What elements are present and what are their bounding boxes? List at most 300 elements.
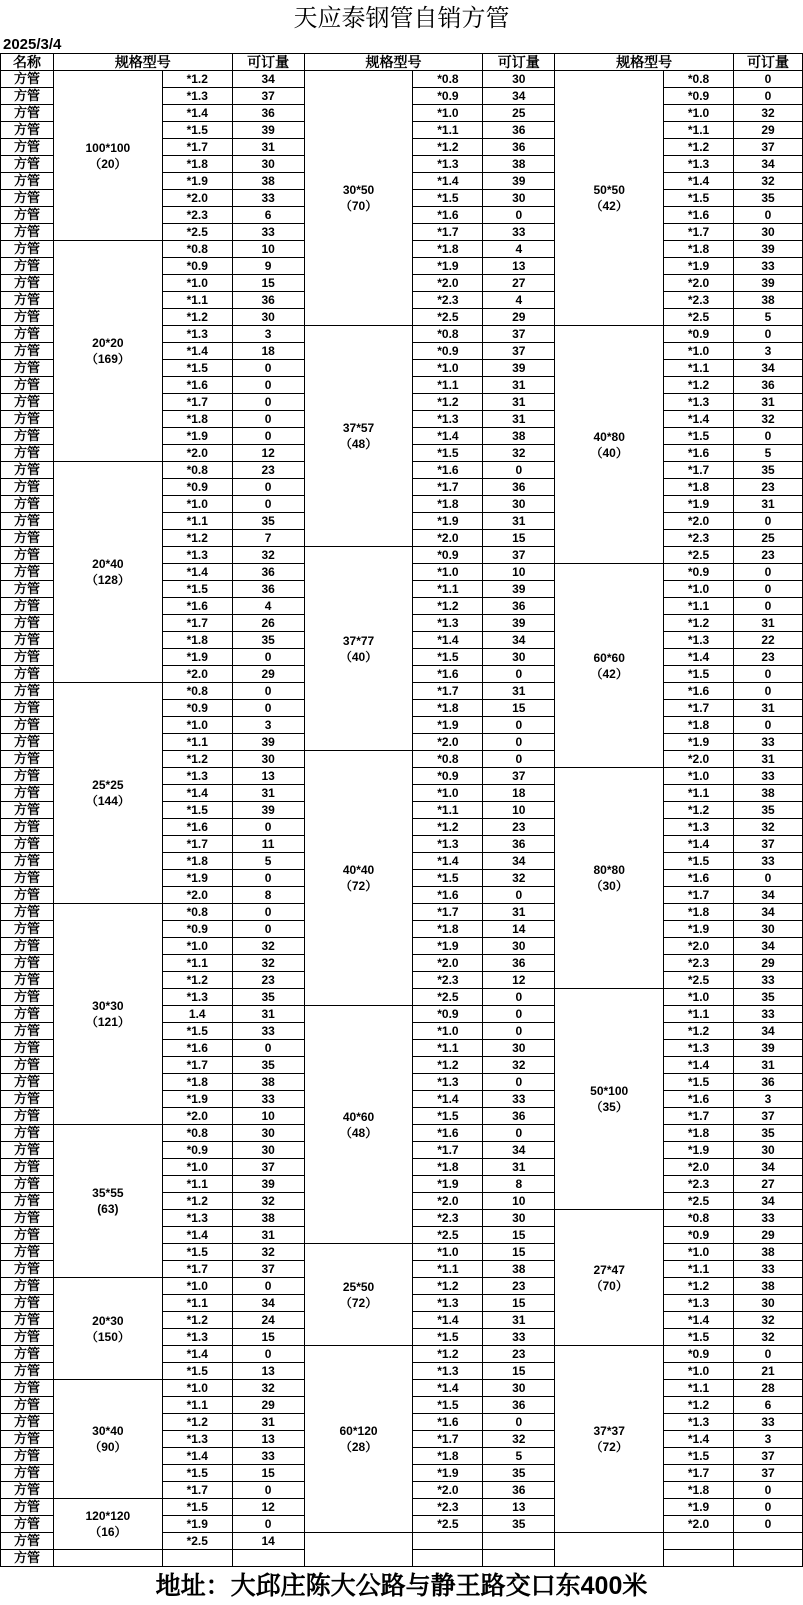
quantity-cell: 12 [232,445,304,462]
quantity-cell: 39 [734,1040,803,1057]
thickness-cell [413,1550,483,1567]
thickness-cell: *0.8 [413,751,483,768]
quantity-cell: 12 [232,1499,304,1516]
quantity-cell: 39 [734,241,803,258]
size-label: 30*30 [92,999,124,1013]
thickness-cell: *1.3 [162,989,232,1006]
thickness-cell: *1.7 [162,394,232,411]
quantity-cell: 35 [232,1057,304,1074]
quantity-cell: 0 [483,1074,555,1091]
thickness-cell: *1.4 [413,173,483,190]
thickness-cell: *2.3 [664,292,734,309]
thickness-cell: *1.5 [162,360,232,377]
thickness-cell: *1.6 [162,819,232,836]
thickness-cell: *1.2 [664,615,734,632]
size-label: 37*57 [342,421,375,435]
thickness-cell: *1.6 [413,666,483,683]
size-label: 40*60 [342,1109,375,1124]
thickness-cell: *1.9 [162,1516,232,1533]
quantity-cell: 37 [232,1159,304,1176]
size-total: （72） [590,1440,628,1454]
thickness-cell: *1.0 [664,768,734,785]
quantity-cell: 0 [734,207,803,224]
item-name: 方管 [1,1176,54,1193]
size-label: 20*20 [92,336,124,350]
thickness-cell: *1.2 [664,1397,734,1414]
thickness-cell: *0.9 [162,700,232,717]
thickness-cell: *1.1 [664,122,734,139]
size-cell [53,462,162,683]
thickness-cell: *1.5 [162,1499,232,1516]
item-name: 方管 [1,1278,54,1295]
thickness-cell: *1.4 [664,1312,734,1329]
quantity-cell: 0 [734,564,803,581]
thickness-cell: *1.6 [162,1040,232,1057]
quantity-cell: 32 [734,173,803,190]
quantity-cell: 34 [483,632,555,649]
header-spec: 规格型号 [555,54,734,71]
thickness-cell: *1.2 [664,377,734,394]
thickness-cell: *1.5 [664,1329,734,1346]
thickness-cell: *1.6 [413,207,483,224]
item-name: 方管 [1,751,54,768]
quantity-cell: 33 [232,190,304,207]
size-cell [53,683,162,904]
quantity-cell: 36 [483,836,555,853]
size-label: 20*40 [92,557,124,571]
thickness-cell: *1.1 [413,802,483,819]
item-name: 方管 [1,632,54,649]
quantity-cell: 30 [232,751,304,768]
item-name: 方管 [1,309,54,326]
quantity-cell: 30 [734,224,803,241]
thickness-cell: *1.6 [413,1414,483,1431]
item-name: 方管 [1,1295,54,1312]
thickness-cell: *1.3 [162,1210,232,1227]
quantity-cell: 31 [232,1414,304,1431]
thickness-cell: *1.4 [413,853,483,870]
quantity-cell: 32 [734,411,803,428]
quantity-cell: 38 [734,785,803,802]
quantity-cell: 38 [483,428,555,445]
quantity-cell: 34 [734,904,803,921]
thickness-cell: *0.8 [162,683,232,700]
quantity-cell: 18 [483,785,555,802]
quantity-cell: 10 [483,802,555,819]
quantity-cell: 5 [734,445,803,462]
thickness-cell: *1.4 [664,836,734,853]
quantity-cell: 33 [734,1414,803,1431]
item-name: 方管 [1,105,54,122]
quantity-cell: 33 [734,972,803,989]
quantity-cell: 30 [734,1142,803,1159]
thickness-cell: *1.3 [162,88,232,105]
item-name: 方管 [1,836,54,853]
quantity-cell: 26 [232,615,304,632]
size-total: （42） [590,666,628,681]
quantity-cell: 39 [232,802,304,819]
quantity-cell: 28 [734,1380,803,1397]
quantity-cell: 35 [483,1516,555,1533]
quantity-cell: 0 [232,496,304,513]
thickness-cell: *1.3 [162,768,232,785]
quantity-cell: 0 [232,904,304,921]
thickness-cell: *1.4 [413,632,483,649]
quantity-cell: 31 [232,1006,304,1023]
item-name: 方管 [1,1040,54,1057]
item-name: 方管 [1,938,54,955]
size-total: （70） [590,1278,628,1293]
quantity-cell: 14 [483,921,555,938]
quantity-cell: 35 [232,632,304,649]
item-name: 方管 [1,462,54,479]
quantity-cell: 13 [232,768,304,785]
item-name: 方管 [1,921,54,938]
thickness-cell: *0.9 [413,1006,483,1023]
thickness-cell: *0.9 [664,1346,734,1363]
quantity-cell: 36 [483,479,555,496]
quantity-cell: 30 [734,1295,803,1312]
size-label: 27*47 [593,1262,625,1277]
thickness-cell: *1.5 [664,1074,734,1091]
item-name: 方管 [1,955,54,972]
item-name: 方管 [1,768,54,785]
thickness-cell: *1.7 [664,887,734,904]
thickness-cell: *1.1 [413,1261,483,1278]
item-name: 方管 [1,870,54,887]
quantity-cell: 23 [734,547,803,564]
thickness-cell: 1.4 [162,1006,232,1023]
thickness-cell: *1.3 [162,326,232,343]
size-label: 40*80 [593,429,625,444]
thickness-cell: *1.7 [162,1057,232,1074]
thickness-cell: *1.0 [664,1363,734,1380]
size-label: 60*120 [339,1424,378,1438]
size-total: （48） [339,1125,378,1140]
quantity-cell: 23 [734,479,803,496]
quantity-cell: 32 [232,547,304,564]
item-name: 方管 [1,683,54,700]
item-name: 方管 [1,564,54,581]
thickness-cell: *1.0 [664,581,734,598]
quantity-cell: 35 [734,802,803,819]
thickness-cell: *0.9 [162,921,232,938]
size-label: 25*50 [342,1279,375,1294]
thickness-cell: *0.9 [664,326,734,343]
table-row [1,71,803,88]
thickness-cell: *2.3 [664,955,734,972]
size-total: （30） [590,879,628,893]
thickness-cell: *1.8 [413,700,483,717]
thickness-cell: *1.6 [664,870,734,887]
quantity-cell: 30 [483,649,555,666]
size-cell [555,326,664,564]
quantity-cell: 37 [734,1465,803,1482]
thickness-cell: *1.1 [664,1380,734,1397]
quantity-cell: 38 [734,1244,803,1261]
quantity-cell: 33 [483,224,555,241]
item-name: 方管 [1,207,54,224]
thickness-cell: *1.7 [413,904,483,921]
thickness-cell: *1.5 [664,1448,734,1465]
thickness-cell: *2.3 [413,1499,483,1516]
item-name: 方管 [1,530,54,547]
quantity-cell: 6 [232,207,304,224]
header-spec: 规格型号 [53,54,232,71]
thickness-cell: *2.3 [413,292,483,309]
item-name: 方管 [1,343,54,360]
item-name: 方管 [1,1448,54,1465]
thickness-cell: *1.7 [664,1108,734,1125]
thickness-cell: *1.5 [664,853,734,870]
thickness-cell: *1.6 [664,1091,734,1108]
item-name: 方管 [1,1261,54,1278]
quantity-cell: 33 [232,1023,304,1040]
thickness-cell: *2.5 [413,989,483,1006]
thickness-cell: *1.5 [162,122,232,139]
quantity-cell: 3 [734,343,803,360]
quantity-cell: 15 [483,1244,555,1261]
quantity-cell: 33 [734,258,803,275]
thickness-cell: *1.5 [413,1329,483,1346]
item-name: 方管 [1,887,54,904]
size-cell [304,1346,413,1533]
thickness-cell: *0.9 [413,547,483,564]
thickness-cell: *1.5 [162,1023,232,1040]
thickness-cell: *1.1 [162,292,232,309]
thickness-cell: *0.9 [162,258,232,275]
thickness-cell: *2.5 [162,1533,232,1550]
size-total: （128） [85,573,130,587]
thickness-cell: *1.5 [413,445,483,462]
quantity-cell: 23 [483,1278,555,1295]
thickness-cell: *1.2 [162,309,232,326]
quantity-cell: 10 [483,1193,555,1210]
quantity-cell: 0 [734,513,803,530]
item-name: 方管 [1,479,54,496]
thickness-cell: *1.9 [162,1091,232,1108]
size-cell [304,326,413,547]
quantity-cell: 33 [483,1329,555,1346]
table-header-row [1,54,803,71]
thickness-cell [162,1550,232,1567]
item-name: 方管 [1,258,54,275]
quantity-cell: 31 [734,700,803,717]
quantity-cell: 37 [734,836,803,853]
quantity-cell: 35 [734,462,803,479]
size-cell [53,1125,162,1278]
size-cell [555,1210,664,1346]
thickness-cell: *1.1 [162,955,232,972]
item-name: 方管 [1,190,54,207]
thickness-cell: *1.9 [413,1176,483,1193]
size-total: （40） [590,445,628,460]
quantity-cell: 31 [483,513,555,530]
quantity-cell: 3 [232,717,304,734]
quantity-cell: 5 [483,1448,555,1465]
thickness-cell: *0.9 [664,1227,734,1244]
thickness-cell: *0.9 [413,88,483,105]
thickness-cell: *1.4 [413,1380,483,1397]
item-name: 方管 [1,394,54,411]
quantity-cell: 38 [734,292,803,309]
thickness-cell: *1.2 [664,1023,734,1040]
size-label: 37*37 [593,1424,625,1438]
quantity-cell: 0 [734,717,803,734]
item-name: 方管 [1,1431,54,1448]
size-total: （72） [339,879,378,893]
quantity-cell: 33 [734,1210,803,1227]
quantity-cell: 30 [483,1040,555,1057]
quantity-cell: 5 [734,309,803,326]
size-cell [53,1380,162,1499]
item-name: 方管 [1,513,54,530]
quantity-cell: 13 [483,1499,555,1516]
thickness-cell: *1.7 [413,479,483,496]
item-name: 方管 [1,904,54,921]
thickness-cell: *1.9 [413,717,483,734]
thickness-cell: *2.0 [413,955,483,972]
quantity-cell: 0 [734,88,803,105]
quantity-cell: 38 [483,1261,555,1278]
size-cell [555,564,664,768]
thickness-cell: *1.8 [162,411,232,428]
thickness-cell: *2.0 [664,938,734,955]
thickness-cell: *1.3 [413,615,483,632]
quantity-cell: 37 [483,547,555,564]
quantity-cell: 29 [734,122,803,139]
quantity-cell: 27 [734,1176,803,1193]
quantity-cell: 39 [232,734,304,751]
item-name: 方管 [1,1550,54,1567]
thickness-cell: *1.4 [664,1057,734,1074]
item-name: 方管 [1,1465,54,1482]
item-name: 方管 [1,615,54,632]
thickness-cell: *1.0 [413,1023,483,1040]
item-name: 方管 [1,819,54,836]
thickness-cell: *1.8 [664,479,734,496]
thickness-cell: *1.8 [413,241,483,258]
thickness-cell: *1.1 [413,122,483,139]
quantity-cell: 0 [232,1040,304,1057]
item-name: 方管 [1,1006,54,1023]
quantity-cell: 33 [232,1448,304,1465]
thickness-cell: *2.0 [162,887,232,904]
quantity-cell: 0 [734,326,803,343]
item-name: 方管 [1,1074,54,1091]
item-name: 方管 [1,88,54,105]
thickness-cell: *0.8 [664,71,734,88]
thickness-cell: *1.1 [162,1176,232,1193]
quantity-cell: 0 [483,734,555,751]
quantity-cell: 9 [232,258,304,275]
thickness-cell: *0.8 [664,1210,734,1227]
item-name: 方管 [1,1346,54,1363]
thickness-cell: *0.8 [413,326,483,343]
quantity-cell: 15 [232,275,304,292]
quantity-cell: 31 [734,615,803,632]
thickness-cell: *1.9 [664,496,734,513]
quantity-cell: 29 [232,666,304,683]
size-label: 100*100 [85,140,131,155]
thickness-cell: *1.4 [664,649,734,666]
quantity-cell: 37 [483,343,555,360]
quantity-cell: 34 [734,156,803,173]
size-label: 80*80 [593,863,625,877]
thickness-cell: *1.3 [413,1295,483,1312]
thickness-cell: *1.0 [413,564,483,581]
thickness-cell: *1.0 [162,717,232,734]
quantity-cell: 34 [483,1142,555,1159]
quantity-cell: 31 [232,785,304,802]
thickness-cell: *1.9 [664,258,734,275]
quantity-cell: 0 [483,989,555,1006]
quantity-cell [483,1533,555,1550]
quantity-cell: 0 [232,1278,304,1295]
quantity-cell: 36 [483,1397,555,1414]
quantity-cell: 34 [483,853,555,870]
quantity-cell: 32 [483,870,555,887]
quantity-cell: 11 [232,836,304,853]
quantity-cell: 31 [483,411,555,428]
quantity-cell: 38 [734,1278,803,1295]
quantity-cell: 31 [232,139,304,156]
quantity-cell: 34 [734,1193,803,1210]
document-title: 天应泰钢管自销方管 [293,6,510,32]
thickness-cell: *1.1 [162,1397,232,1414]
thickness-cell: *1.0 [413,785,483,802]
quantity-cell: 31 [734,751,803,768]
item-name: 方管 [1,326,54,343]
thickness-cell: *1.2 [162,530,232,547]
thickness-cell: *1.5 [413,1397,483,1414]
quantity-cell: 7 [232,530,304,547]
item-name: 方管 [1,1023,54,1040]
quantity-cell: 0 [232,819,304,836]
quantity-cell: 0 [232,870,304,887]
item-name: 方管 [1,1210,54,1227]
thickness-cell: *1.3 [413,411,483,428]
address-footer: 地址：大邱庄陈大公路与静王路交口东400米 [155,1572,648,1600]
quantity-cell: 39 [483,581,555,598]
item-name: 方管 [1,547,54,564]
quantity-cell: 0 [734,1346,803,1363]
size-cell [53,904,162,1125]
size-label: 60*60 [593,650,625,665]
thickness-cell: *1.4 [664,173,734,190]
item-name: 方管 [1,989,54,1006]
quantity-cell: 0 [483,717,555,734]
quantity-cell: 14 [232,1533,304,1550]
size-label: 40*40 [342,863,375,877]
quantity-cell: 39 [734,275,803,292]
thickness-cell: *1.9 [413,1465,483,1482]
thickness-cell: *2.5 [162,224,232,241]
item-name: 方管 [1,1516,54,1533]
thickness-cell: *1.8 [413,1159,483,1176]
thickness-cell: *1.3 [664,394,734,411]
item-name: 方管 [1,1159,54,1176]
quantity-cell: 0 [734,581,803,598]
quantity-cell: 0 [483,751,555,768]
item-name: 方管 [1,377,54,394]
thickness-cell: *1.7 [162,836,232,853]
thickness-cell: *1.5 [162,581,232,598]
quantity-cell: 35 [734,1125,803,1142]
item-name: 方管 [1,411,54,428]
thickness-cell: *1.3 [413,1074,483,1091]
size-total: （121） [85,1015,130,1029]
